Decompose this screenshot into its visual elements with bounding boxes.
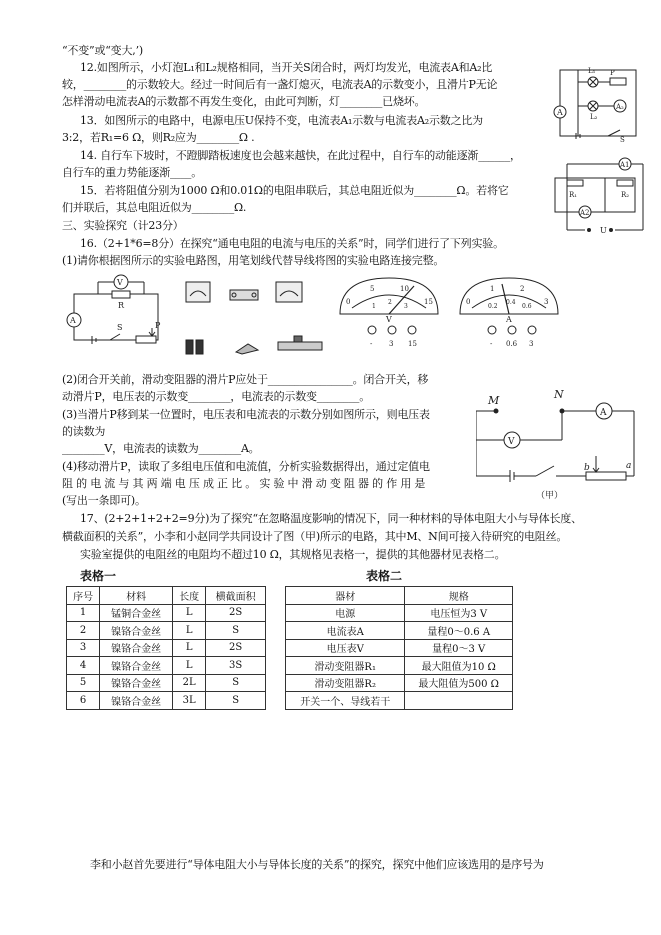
question-16-line: (写出一条即可)。 — [62, 494, 146, 507]
question-13-line: 13．如图所示的电路中，电源电压U保持不变，电流表A₁示数与电流表A₂示数之比为 — [80, 114, 483, 127]
table-cell: 电压恒为3 V — [405, 604, 513, 622]
question-16-line: 动滑片P，电压表的示数变________，电流表的示数变________。 — [62, 390, 370, 403]
table-row — [286, 622, 513, 640]
question-14-line: 自行车的重力势能逐渐____。 — [62, 166, 202, 179]
tick-label: 0.6 — [522, 303, 532, 310]
q13-circuit-diagram — [545, 150, 651, 236]
tick-label: 0 — [466, 298, 471, 306]
table-row — [286, 657, 513, 675]
table-header-row — [286, 587, 513, 605]
tick-label: 15 — [424, 298, 433, 306]
table-cell: 电源 — [286, 604, 405, 622]
table-header-row — [67, 587, 266, 605]
lamp-l1-label: L₁ — [588, 67, 596, 75]
table-cell: 4 — [67, 657, 100, 675]
tick-label: 3 — [404, 303, 408, 310]
table-cell: 3S — [206, 657, 266, 675]
table-cell: 开关一个、导线若干 — [286, 692, 405, 710]
table-cell: 6 — [67, 692, 100, 710]
table1-title: 表格一 — [80, 569, 117, 583]
tick-label: 5 — [370, 285, 375, 293]
voltage-u-label: U — [600, 226, 607, 235]
question-16-line: 16.（2+1*6=8分）在探究“通电电阻的电流与电压的关系”时，同学们进行了下列实验。 — [80, 237, 504, 250]
table-cell: 滑动变阻器R₁ — [286, 657, 405, 675]
table-cell — [405, 692, 513, 710]
section-heading: 三、实验探究（计23分） — [62, 219, 184, 232]
q16-circuit-diagram — [62, 272, 172, 352]
question-16-line: (4)移动滑片P，读取了多组电压值和电流值，分析实验数据得出，通过定值电 — [62, 460, 430, 473]
switch-s-label: S — [620, 136, 625, 142]
tick-label: 2 — [520, 285, 525, 293]
voltmeter-dial — [334, 274, 444, 356]
terminal-label: 3 — [529, 340, 534, 348]
table-cell: L — [173, 604, 206, 622]
ammeter-label: A — [600, 408, 607, 418]
question-12-line: 怎样滑动电流表A的示数都不再发生变化，由此可判断，灯________已烧坏。 — [62, 95, 426, 108]
question-16-line: (2)闭合开关前，滑动变阻器的滑片P应处于________________。闭合开关，移 — [62, 373, 429, 386]
question-12-line: 较，________的示数较大。经过一时间后有一盏灯熄灭，电流表A的示数变小，且滑片P无论 — [62, 78, 498, 91]
table-cell: S — [206, 674, 266, 692]
table-cell: S — [206, 692, 266, 710]
table-row — [286, 604, 513, 622]
ammeter-label: A — [70, 316, 76, 325]
table-row — [286, 674, 513, 692]
lamp-l2-label: L₂ — [590, 113, 598, 121]
tick-label: 0.4 — [506, 299, 516, 306]
table-cell: 滑动变阻器R₂ — [286, 674, 405, 692]
table-cell: S — [206, 622, 266, 640]
table-row — [67, 657, 266, 675]
question-16-line: ________V，电流表的读数为________A。 — [62, 442, 260, 455]
table-cell: 2S — [206, 604, 266, 622]
question-13-line: 3:2，若R₁=6 Ω，则R₂应为________Ω . — [62, 131, 255, 144]
table-cell: 镍铬合金丝 — [100, 657, 173, 675]
tick-label: 0 — [346, 298, 351, 306]
ammeter-a2-label: A₂ — [616, 103, 624, 111]
question-17-line: 实验室提供的电阻丝的电阻均不超过10 Ω，其规格见表格一，提供的其他器材见表格二。 — [80, 548, 506, 561]
terminal-n-label: N — [554, 388, 564, 401]
table-cell: 镍铬合金丝 — [100, 692, 173, 710]
slider-label: P — [155, 321, 161, 330]
ammeter-a1-label: A1 — [620, 161, 630, 169]
question-17-line: 17、(2+2+1+2+2=9分)为了探究“在忽略温度影响的情况下，同一种材料的导体电阻大小与导体长度、 — [80, 512, 582, 525]
table2 — [285, 586, 513, 710]
table-row — [286, 639, 513, 657]
question-16-line: 的读数为 — [62, 425, 106, 438]
question-16-line: 阻 的 电 流 与 其 两 端 电 压 成 正 比 。 实 验 中 滑 动 变 阻 器 的 作 用 是 — [62, 477, 426, 490]
table-row — [67, 692, 266, 710]
tick-label: 1 — [372, 303, 376, 310]
end-a-label: a — [626, 461, 632, 471]
table2-title: 表格二 — [366, 569, 403, 583]
table-header: 序号 — [67, 587, 100, 605]
tick-label: 0.2 — [488, 303, 498, 310]
table-header: 长度 — [173, 587, 206, 605]
text-line: “不变”或“变大,’) — [62, 44, 143, 57]
terminal-label: 15 — [408, 340, 417, 348]
q12-circuit-diagram — [548, 62, 644, 142]
tick-label: 3 — [544, 298, 549, 306]
table-row — [67, 604, 266, 622]
ammeter-a2-label: A2 — [580, 209, 590, 217]
ammeter-dial — [454, 274, 564, 356]
resistor-label: R — [118, 301, 125, 310]
apparatus-illustration — [182, 278, 330, 358]
table-row — [67, 674, 266, 692]
table-cell: 量程0～3 V — [405, 639, 513, 657]
table-cell: L — [173, 657, 206, 675]
table-cell: 电流表A — [286, 622, 405, 640]
tick-label: 2 — [388, 299, 392, 306]
table-cell: 2S — [206, 639, 266, 657]
table-header: 横截面积 — [206, 587, 266, 605]
meter-letter: V — [386, 315, 392, 324]
table-cell: L — [173, 639, 206, 657]
question-17-line: 横截面积的关系”，小李和小赵同学共同设计了图（甲)所示的电路，其中M、N间可接入待研究的电阻丝。 — [62, 530, 568, 543]
table-cell: L — [173, 622, 206, 640]
table-cell: 镍铬合金丝 — [100, 639, 173, 657]
slider-p-label: P — [610, 69, 615, 77]
resistor-r1-label: R₁ — [569, 191, 578, 199]
end-b-label: b — [584, 463, 590, 473]
table-cell: 最大阻值为10 Ω — [405, 657, 513, 675]
terminal-label: - — [370, 340, 373, 348]
table-header: 器材 — [286, 587, 405, 605]
table-cell: 电压表V — [286, 639, 405, 657]
meter-letter: A — [506, 315, 512, 324]
table-cell: 3L — [173, 692, 206, 710]
table-cell: 量程0～0.6 A — [405, 622, 513, 640]
terminal-label: 0.6 — [506, 340, 518, 348]
table-cell: 2 — [67, 622, 100, 640]
table-cell: 镍铬合金丝 — [100, 674, 173, 692]
table-cell: 镍铬合金丝 — [100, 622, 173, 640]
resistor-r2-label: R₂ — [621, 191, 630, 199]
question-14-line: 14. 自行车下坡时，不蹬脚踏板速度也会越来越快，在此过程中，自行车的动能逐渐______， — [80, 149, 521, 162]
table-cell: 3 — [67, 639, 100, 657]
question-15-line: 15．若将阻值分别为1000 Ω和0.01Ω的电阻串联后，其总电阻近似为________Ω。若将它 — [80, 184, 509, 197]
table-row — [67, 639, 266, 657]
terminal-label: 3 — [389, 340, 394, 348]
table-header: 材料 — [100, 587, 173, 605]
table-row — [286, 692, 513, 710]
tick-label: 10 — [400, 285, 409, 293]
table-cell: 2L — [173, 674, 206, 692]
table-header: 规格 — [405, 587, 513, 605]
table-cell: 5 — [67, 674, 100, 692]
terminal-m-label: M — [488, 394, 500, 407]
question-12-line: 12.如图所示，小灯泡L₁和L₂规格相同，当开关S闭合时，两灯均发光，电流表A和A₂比 — [80, 61, 493, 74]
ammeter-a-label: A — [557, 108, 563, 117]
table-cell: 最大阻值为500 Ω — [405, 674, 513, 692]
figure-caption: （甲） — [536, 491, 564, 501]
voltmeter-label: V — [508, 437, 515, 447]
question-16-line: (1)请你根据图所示的实验电路图，用笔划线代替导线将图的实验电路连接完整。 — [62, 254, 445, 267]
question-17-line: 李和小赵首先要进行“导体电阻大小与导体长度的关系”的探究，探究中他们应该选用的是序号为 — [90, 858, 544, 871]
table-row — [67, 622, 266, 640]
table1 — [66, 586, 266, 710]
table-cell: 锰铜合金丝 — [100, 604, 173, 622]
question-16-line: (3)当滑片P移到某一位置时，电压表和电流表的示数分别如图所示，则电压表 — [62, 408, 430, 421]
table-cell: 1 — [67, 604, 100, 622]
circuit-jia-diagram — [476, 384, 642, 506]
question-15-line: 们并联后，其总电阻近似为________Ω. — [62, 201, 247, 214]
voltmeter-label: V — [117, 278, 123, 287]
terminal-label: - — [490, 340, 493, 348]
tick-label: 1 — [490, 285, 495, 293]
switch-label: S — [117, 323, 123, 332]
